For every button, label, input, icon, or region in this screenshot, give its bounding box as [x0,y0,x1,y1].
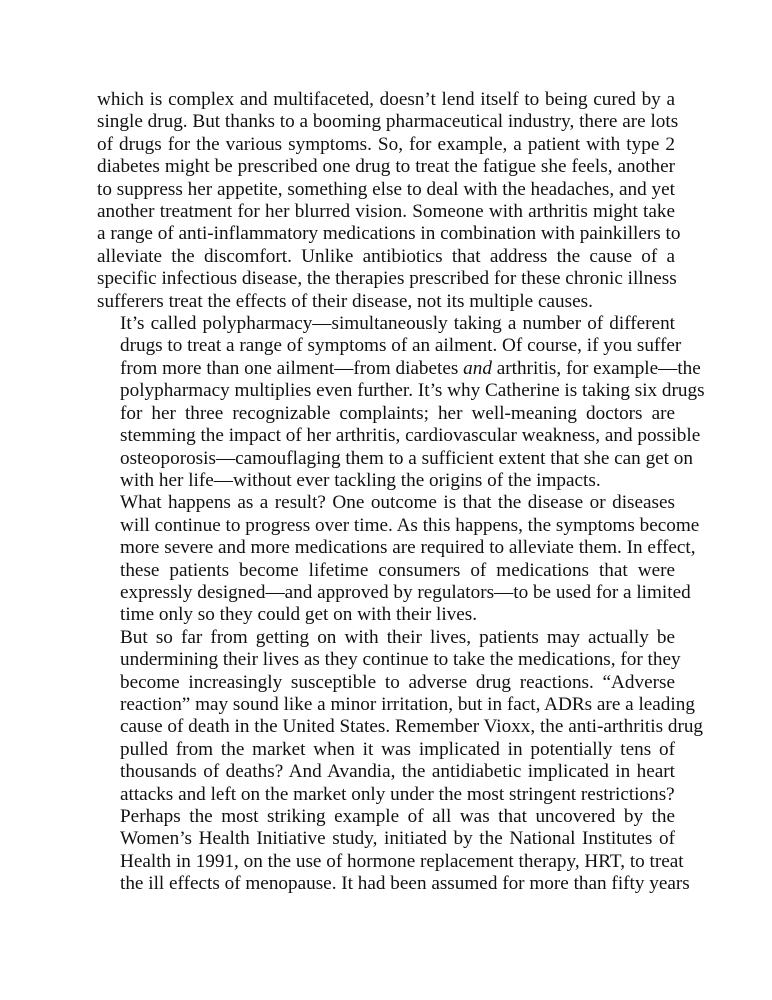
text-line [97,560,675,582]
text-line [97,627,675,649]
line-text: Perhaps the most striking example of all was that uncovered by the [120,806,675,827]
line-text: cause of death in the United States. Remember Vioxx, the anti-arthritis drug [120,716,704,738]
line-text: more severe and more medications are required to alleviate them. In effect, [120,537,696,559]
line-text: another treatment for her blurred vision. Someone with arthritis might take [97,201,675,223]
line-text: which is complex and multifaceted, doesn’t lend itself to being cured by a [97,89,675,110]
line-text: undermining their lives as they continue to take the medications, for they [120,649,681,671]
emphasis-text: and [463,357,492,379]
text-line [97,89,675,111]
line-text: with her life—without ever tackling the origins of the impacts. [120,469,601,491]
line-text: arthritis, for example—the [491,357,701,379]
line-text: thousands of deaths? And Avandia, the antidiabetic implicated in heart [120,761,675,783]
text-line [97,179,675,201]
line-text: What happens as a result? One outcome is that the disease or diseases [120,492,675,514]
text-line [97,739,675,761]
text-line [97,492,675,514]
line-text: drugs to treat a range of symptoms of an ailment. Of course, if you suffer [120,335,682,357]
text-line [97,470,675,492]
text-line [97,672,675,694]
book-page [97,89,705,896]
text-line [97,425,701,447]
line-text: Women’s Health Initiative study, initiated by the National Institutes of [120,828,675,850]
text-line [97,716,704,738]
paragraph-5 [97,806,690,896]
line-text: osteoporosis—camouflaging them to a sufficient extent that she can get on [120,447,693,469]
text-line [97,201,675,223]
text-line [97,649,681,671]
text-line [97,873,690,895]
text-line [97,111,679,133]
paragraph-4 [97,626,704,806]
text-line [97,806,675,828]
line-text: from more than one ailment—from diabetes [120,357,464,379]
text-line [97,313,675,335]
text-line [97,246,675,268]
line-text: sufferers treat the effects of their disease, not its multiple causes. [97,290,593,312]
text-line [97,828,675,850]
paragraph-3 [97,492,700,626]
line-text: single drug. But thanks to a booming pharmaceutical industry, there are lots [97,111,679,133]
line-text: to suppress her appetite, something else to deal with the headaches, and yet [97,178,675,200]
text-line [97,223,681,245]
line-text: attacks and left on the market only under the most stringent restrictions? [120,783,675,805]
paragraph-2 [97,313,705,492]
text-line [97,357,701,380]
text-line [97,291,675,313]
text-line [97,514,700,537]
text-line [97,134,675,156]
text-line [97,850,684,873]
line-text: the ill effects of menopause. It had been assumed for more than fifty years [120,873,690,895]
text-line [97,693,695,716]
line-text: polypharmacy multiplies even further. It’s why Catherine is taking six drugs [120,380,705,402]
line-text: reaction” may sound like a minor irritation, but in fact, ADRs are a leading [120,693,695,715]
line-text: will continue to progress over time. As this happens, the symptoms become [120,514,700,536]
text-line [97,784,675,806]
line-text: for her three recognizable complaints; her well-meaning doctors are [120,402,675,424]
line-text: time only so they could get on with their lives. [120,604,478,626]
line-text: Health in 1991, on the use of hormone replacement therapy, HRT, to treat [120,850,684,872]
text-line [97,335,682,357]
text-line [97,604,675,626]
text-line [97,537,696,559]
line-text: a range of anti-inflammatory medications in combination with painkillers to [97,223,681,245]
line-text: expressly designed—and approved by regulators—to be used for a limited [120,581,691,603]
line-text: stemming the impact of her arthritis, cardiovascular weakness, and possible [120,425,701,447]
line-text: these patients become lifetime consumers of medications that were [120,559,675,581]
line-text: specific infectious disease, the therapies prescribed for these chronic illness [97,268,677,290]
line-text: diabetes might be prescribed one drug to treat the fatigue she feels, another [97,156,675,178]
line-text: of drugs for the various symptoms. So, for example, a patient with type 2 [97,133,675,155]
line-text: alleviate the discomfort. Unlike antibiotics that address the cause of a [97,245,675,267]
text-line [97,761,675,783]
line-text: become increasingly susceptible to adverse drug reactions. “Adverse [120,671,675,693]
text-line [97,447,693,470]
text-line [97,380,705,402]
text-line [97,403,675,425]
paragraph-1 [97,89,681,313]
line-text: pulled from the market when it was implicated in potentially tens of [120,738,675,760]
line-text: It’s called polypharmacy—simultaneously taking a number of different [120,313,675,335]
text-line [97,268,675,290]
text-line [97,581,691,604]
line-text: But so far from getting on with their lives, patients may actually be [120,626,675,648]
text-line [97,156,675,178]
